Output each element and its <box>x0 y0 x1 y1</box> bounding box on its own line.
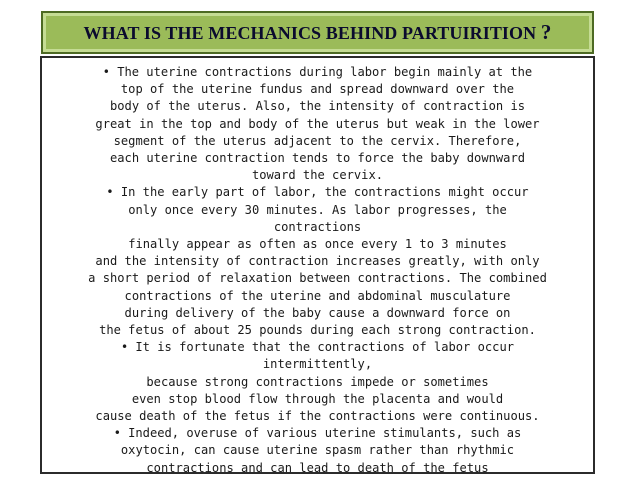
line-text: contractions <box>273 219 362 234</box>
text-line <box>46 391 589 408</box>
line-text: In the early part of labor, the contractions might occur <box>120 185 529 200</box>
slide-body-text <box>46 64 589 477</box>
line-text: contractions of the uterine and abdominal musculature <box>124 288 511 303</box>
slide-title-bar <box>41 11 594 54</box>
slide-title <box>84 20 552 45</box>
bullet-line <box>46 425 589 442</box>
line-text: each uterine contraction tends to force the baby downward <box>109 151 526 166</box>
line-text: intermittently, <box>262 357 373 372</box>
line-text: cause death of the fetus if the contractions were continuous. <box>95 409 540 424</box>
text-line <box>46 98 589 115</box>
text-line <box>46 408 589 425</box>
line-text: even stop blood flow through the placenta and would <box>131 391 504 406</box>
bullet-icon: • <box>120 340 129 355</box>
text-line <box>46 81 589 98</box>
text-line <box>46 442 589 459</box>
line-text: and the intensity of contraction increases greatly, with only <box>95 254 540 269</box>
slide-title-question-mark: ? <box>540 20 552 44</box>
line-text: during delivery of the baby cause a downward force on <box>124 305 511 320</box>
line-text: top of the uterine fundus and spread downward over the <box>120 82 515 97</box>
text-line <box>46 322 589 339</box>
bullet-icon: • <box>113 426 121 441</box>
line-text: It is fortunate that the contractions of labor occur <box>135 340 515 355</box>
text-line <box>46 270 589 287</box>
text-line <box>46 133 589 150</box>
line-text: the fetus of about 25 pounds during each strong contraction. <box>99 323 536 338</box>
text-line <box>46 356 589 373</box>
bullet-line <box>46 64 589 81</box>
line-text: finally appear as often as once every 1 to 3 minutes <box>128 237 507 252</box>
bullet-line <box>46 184 589 201</box>
text-line <box>46 236 589 253</box>
text-line <box>46 219 589 236</box>
slide-title-text: WHAT IS THE MECHANICS BEHIND PARTUIRITION <box>83 23 537 43</box>
line-text: oxytocin, can cause uterine spasm rather than rhythmic <box>120 443 515 458</box>
text-line <box>46 202 589 219</box>
line-text: contractions and can lead to death of the fetus <box>146 460 489 475</box>
slide-body <box>40 56 595 474</box>
line-text: Indeed, overuse of various uterine stimulants, such as <box>128 426 522 441</box>
text-line <box>46 374 589 391</box>
line-text: segment of the uterus adjacent to the cervix. Therefore, <box>113 133 522 148</box>
text-line <box>46 150 589 167</box>
line-text: toward the cervix. <box>251 168 384 183</box>
line-text: body of the uterus. Also, the intensity of contraction is <box>109 99 526 114</box>
line-text: a short period of relaxation between contractions. The combined <box>88 271 547 286</box>
bullet-line <box>46 339 589 356</box>
text-line <box>46 116 589 133</box>
text-line <box>46 253 589 270</box>
bullet-icon: • <box>106 185 114 200</box>
text-line <box>46 288 589 305</box>
text-line <box>46 460 589 477</box>
line-text: great in the top and body of the uterus but weak in the lower <box>95 116 540 131</box>
bullet-icon: • <box>102 65 110 79</box>
text-line <box>46 167 589 184</box>
line-text: only once every 30 minutes. As labor progresses, the <box>128 202 507 217</box>
text-line <box>46 305 589 322</box>
line-text: The uterine contractions during labor begin mainly at the <box>117 65 533 79</box>
line-text: because strong contractions impede or sometimes <box>146 374 489 389</box>
